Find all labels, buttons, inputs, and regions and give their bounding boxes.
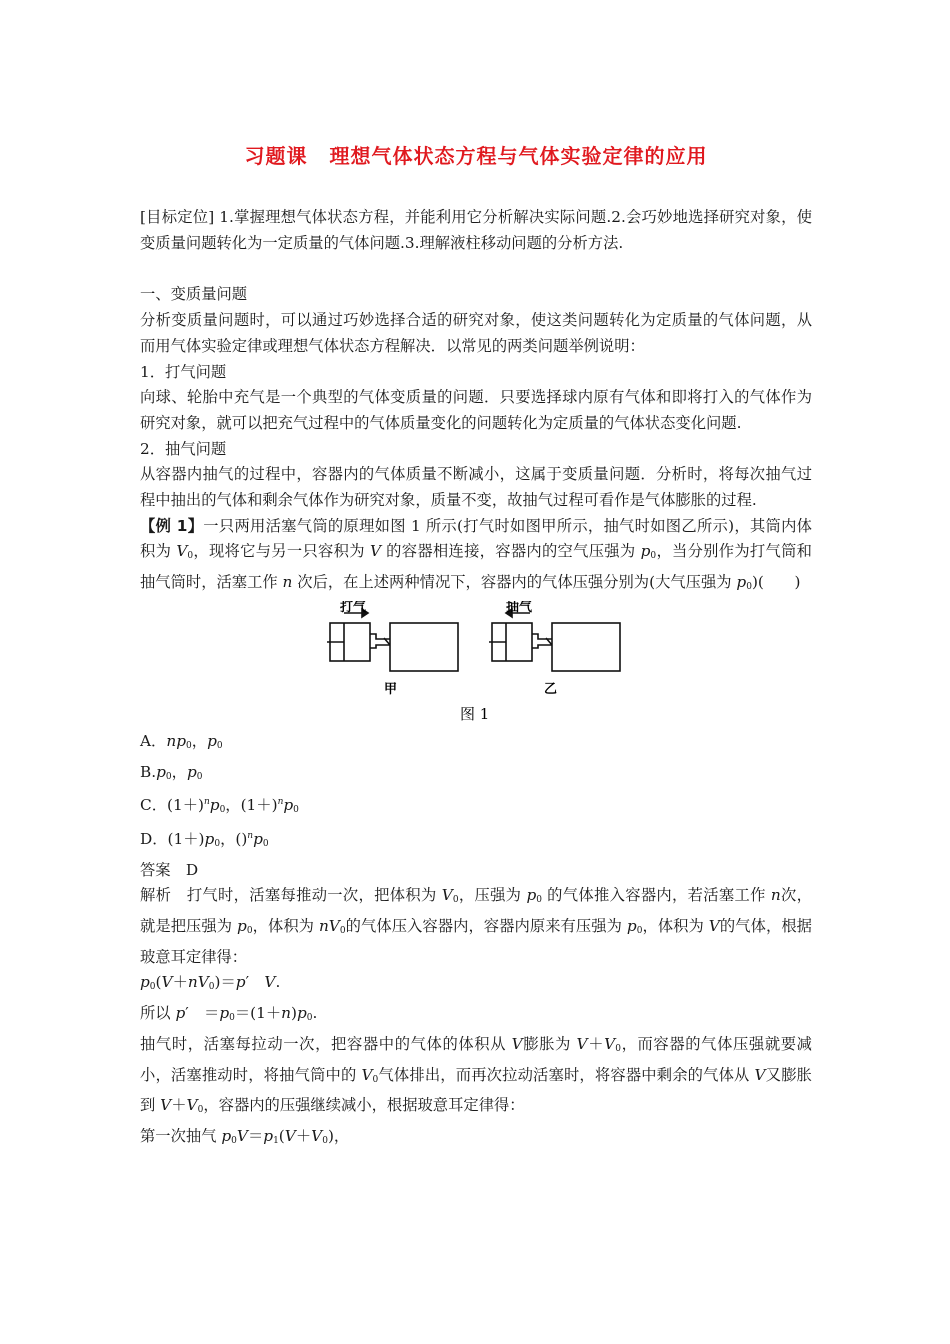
pump-analysis-paragraph: 抽气时，活塞每拉动一次，把容器中的气体的体积从 V膨胀为 $V+V_0$，而容器的气体压强就要减小，活塞推动时，将抽气筒中的 $V_0$气体排出，而再次拉动活塞时，将容器中剩余的气体从 V又膨胀到 $V+V_0$，容器内的压强继续减小，根据玻意耳定律得： (140, 1034, 812, 1116)
answer-line: 答案 D (140, 860, 199, 879)
example-problem: 【例 1】一只两用活塞气筒的原理如图 1 所示(打气时如图甲所示，抽气时如图乙所示)，其筒内体积为 $V_0$，现将它与另一只容积为 V 的容器相连接，容器内的空气压强为 $p_0$，当分别作为打气筒和抽气筒时，活塞工作 n 次后，在上述两种情况下，容器内的气体压强分别为(大气压强为 $p_0$)( ) (140, 516, 812, 593)
figure-1 (140, 601, 812, 729)
sub2-text: 从容器内抽气的过程中，容器内的气体质量不断减小，这属于变质量问题．分析时，将每次抽气过程中抽出的气体和剩余气体作为研究对象，质量不变，故抽气过程可看作是气体膨胀的过程. (140, 465, 812, 510)
left-container (390, 623, 458, 671)
sub2-heading: 2．抽气问题 (140, 439, 227, 458)
title-part2: 理想气体状态方程与气体实验定律的应用 (329, 144, 708, 168)
option-a: A．$np_0$，$p_0$ (140, 731, 223, 751)
option-c: C．$(1+)^np_0$，$(1+)^np_0$ (140, 796, 299, 816)
pump-diagram (140, 601, 812, 729)
option-b: $B.p_0$，$p_0$ (140, 762, 203, 782)
objectives-paragraph: [目标定位] 1.掌握理想气体状态方程，并能利用它分析解决实际问题.2.会巧妙地选择研究对象，使变质量问题转化为一定质量的气体问题.3.理解液柱移动问题的分析方法. (140, 208, 812, 252)
equation-3: 第一次抽气 $p_0V=p_1(V+V_0)$， (140, 1126, 350, 1146)
right-bottom-label: 乙 (544, 681, 558, 697)
left-bottom-label: 甲 (384, 681, 398, 697)
section1-heading: 一、变质量问题 (140, 285, 248, 304)
document-page (140, 140, 812, 1155)
section1-intro: 分析变质量问题时，可以通过巧妙选择合适的研究对象，使这类问题转化为定质量的气体问题，从而用气体实验定律或理想气体状态方程解决．以常见的两类问题举例说明： (140, 311, 812, 355)
title-part1: 习题课 (244, 144, 308, 168)
equation-1: $p_0(V+nV_0)=p'$ V. (140, 973, 281, 993)
right-container (552, 623, 620, 671)
analysis-paragraph: 解析 打气时，活塞每推动一次，把体积为 $V_0$，压强为 $p_0$ 的气体推入容器内，若活塞工作 n次，就是把压强为 $p_0$，体积为 $nV_0$的气体压入容器内，容器内原来有压强为 $p_0$，体积为 V的气体，根据玻意耳定律得： (140, 886, 812, 966)
option-d: D．$(1+)p_0$，$()^np_0$ (140, 829, 269, 849)
equation-2: 所以 p′ $=p_0=(1+n)p_0$. (140, 1004, 318, 1024)
right-top-label: 抽气 (506, 600, 533, 615)
left-top-label: 打气 (340, 600, 367, 615)
example-tag: 【例 1】 (140, 516, 204, 535)
page-title (140, 140, 812, 169)
figure-caption: 图 1 (460, 704, 490, 723)
sub1-text: 向球、轮胎中充气是一个典型的气体变质量的问题．只要选择球内原有气体和即将打入的气体作为研究对象，就可以把充气过程中的气体质量变化的问题转化为定质量的气体状态变化问题. (140, 388, 812, 432)
sub1-heading: 1．打气问题 (140, 362, 227, 381)
